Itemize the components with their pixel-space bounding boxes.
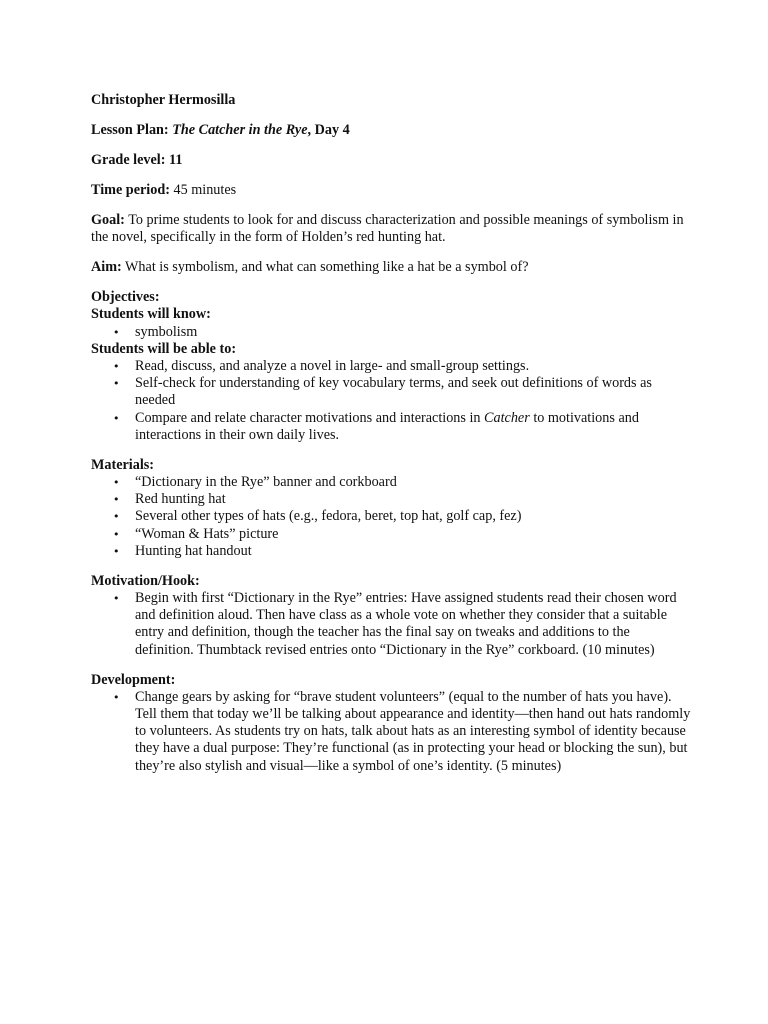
- list-item: • Read, discuss, and analyze a novel in large- and small-group settings.: [91, 358, 691, 375]
- list-item: • “Dictionary in the Rye” banner and corkboard: [91, 474, 691, 491]
- goal-paragraph: [91, 212, 691, 246]
- able-list: [91, 358, 691, 444]
- list-item: • Self-check for understanding of key vocabulary terms, and seek out definitions of words as needed: [91, 375, 691, 409]
- lesson-plan-label: Lesson Plan:: [91, 122, 169, 138]
- list-item: • Change gears by asking for “brave student volunteers” (equal to the number of hats you have). Tell them that today we’ll be talking about appearance and identity—then hand out hats randomly to volunteers. As students try on hats, talk about hats as an interesting symbol of identity because they have a dual purpose: They’re functional (as in protecting your head or blocking the sun), but they’re also stylish and visual—like a symbol of one’s identity. (5 minutes): [91, 689, 691, 775]
- list-item: • Several other types of hats (e.g., fedora, beret, top hat, golf cap, fez): [91, 508, 691, 525]
- objectives-heading: Objectives:: [91, 289, 160, 306]
- list-item: • “Woman & Hats” picture: [91, 526, 691, 543]
- motivation-heading: Motivation/Hook:: [91, 572, 200, 589]
- list-item: • Compare and relate character motivations and interactions in Catcher to motivations and interactions in their own daily lives.: [91, 410, 691, 444]
- students-will-be-able-heading: Students will be able to:: [91, 340, 237, 357]
- goal-text: To prime students to look for and discuss characterization and possible meanings of symbolism in the novel, specifically in the form of Holden’s red hunting hat.: [91, 212, 684, 246]
- time-line: [91, 182, 691, 199]
- aim-paragraph: [91, 259, 691, 276]
- author-name: Christopher Hermosilla: [91, 92, 236, 108]
- motivation-list: [91, 590, 691, 659]
- aim-text: What is symbolism, and what can something like a hat be a symbol of?: [125, 259, 529, 276]
- materials-heading: Materials:: [91, 456, 155, 473]
- list-item: • symbolism: [91, 324, 691, 341]
- aim-label: Aim:: [91, 259, 122, 276]
- list-item: • Begin with first “Dictionary in the Rye” entries: Have assigned students read their chosen word and definition aloud. Then have class as a whole vote on whether they consider that a suitable entry and definition, though the teacher has the final say on tweaks and additions to the definition. Thumbtack revised entries onto “Dictionary in the Rye” corkboard. (10 minutes): [91, 590, 691, 659]
- list-item: • Hunting hat handout: [91, 543, 691, 560]
- grade-label: Grade level:: [91, 152, 166, 168]
- lesson-plan-line: [91, 122, 691, 139]
- development-list: [91, 689, 691, 775]
- grade-line: [91, 152, 691, 169]
- list-item: • Red hunting hat: [91, 491, 691, 508]
- lesson-plan-suffix: , Day 4: [307, 122, 350, 138]
- lesson-plan-body: [91, 92, 691, 775]
- lesson-plan-title: The Catcher in the Rye: [172, 122, 308, 138]
- time-value: 45 minutes: [173, 182, 237, 198]
- know-list: [91, 324, 691, 341]
- goal-label: Goal:: [91, 212, 125, 228]
- materials-list: [91, 474, 691, 560]
- development-heading: Development:: [91, 671, 176, 688]
- time-label: Time period:: [91, 182, 170, 198]
- grade-value: 11: [169, 152, 183, 168]
- students-will-know-heading: Students will know:: [91, 306, 211, 323]
